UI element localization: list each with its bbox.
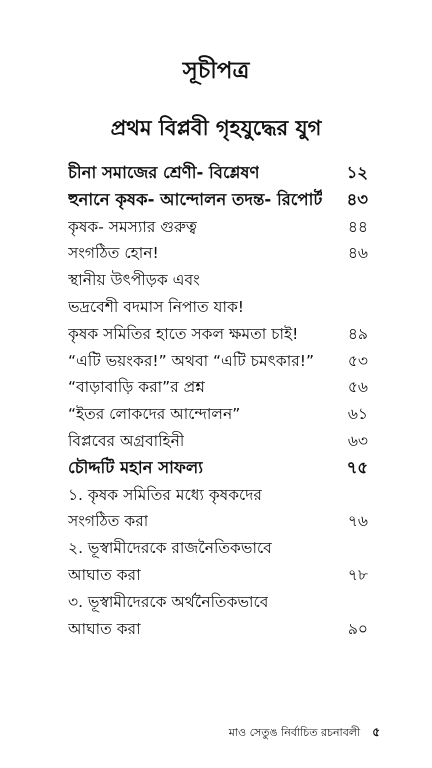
toc-entry-text: ভদ্রবেশী বদমাস নিপাত যাক! [68, 297, 245, 316]
toc-entry-text: চৌদ্দটি মহান সাফল্য [68, 457, 204, 477]
toc-entry [68, 589, 368, 616]
toc-entry-text: “ইতর লোকদের আন্দোলন” [68, 405, 241, 424]
toc-entry [68, 401, 368, 428]
toc-entry-text: “এটি ভয়ংকর!” অথবা “এটি চমৎকার!” [68, 351, 315, 370]
toc-entry-text: কৃষক সমিতির হাতে সকল ক্ষমতা চাই! [68, 324, 299, 343]
toc-entry-page: ৪৩ [346, 189, 368, 209]
page-footer [0, 724, 380, 744]
toc-entry-page: ৬১ [347, 405, 368, 424]
page-title: সূচীপত্র [182, 58, 250, 84]
toc-entry-page: ৪৯ [347, 324, 368, 343]
toc-entry [68, 374, 368, 401]
toc-entry-page: ৬৩ [347, 431, 368, 450]
toc-list [68, 160, 368, 642]
toc-entry-page: ৪৪ [347, 217, 368, 236]
toc-entry-text: ১. কৃষক সমিতির মধ্যে কৃষকদের [68, 485, 262, 504]
toc-entry [68, 214, 368, 241]
toc-entry [68, 428, 368, 455]
toc-entry-text: ৩. ভূস্বামীদেরকে অর্থনৈতিকভাবে [68, 592, 269, 611]
section-title: প্রথম বিপ্লবী গৃহযুদ্ধের যুগ [110, 116, 322, 140]
toc-entry-text: সংগঠিত করা [68, 512, 149, 531]
toc-entry-text: আঘাত করা [68, 619, 141, 638]
toc-entry [68, 616, 368, 643]
toc-entry [68, 160, 368, 187]
toc-entry-text: হুনানে কৃষক- আন্দোলন তদন্ত- রিপোর্ট [68, 189, 323, 209]
toc-entry [68, 562, 368, 589]
toc-entry-page: ১২ [346, 163, 368, 182]
toc-entry-text: “বাড়াবাড়ি করা”র প্রশ্ন [68, 378, 205, 397]
toc-entry [68, 294, 368, 321]
toc-entry-page: ৯০ [347, 619, 368, 638]
toc-entry-text: সংগঠিত হোন! [68, 244, 159, 263]
toc-entry-page: ৫৬ [347, 378, 368, 397]
toc-entry-page: ৭৮ [347, 565, 368, 584]
footer-book-title: মাও সেতুঙ নির্বাচিত রচনাবলী [228, 726, 361, 739]
toc-entry-page: ৭৫ [346, 457, 368, 477]
toc-entry-text: বিপ্লবের অগ্রবাহিনী [68, 431, 185, 450]
toc-entry-text: ২. ভূস্বামীদেরকে রাজনৈতিকভাবে [68, 539, 272, 558]
toc-entry [68, 455, 368, 482]
toc-entry [68, 187, 368, 214]
footer-page-number: ৫ [372, 725, 380, 739]
toc-entry-page: ৫৩ [347, 351, 368, 370]
toc-entry-text: চীনা সমাজের শ্রেণী- বিশ্লেষণ [68, 163, 260, 182]
toc-entry [68, 535, 368, 562]
toc-entry [68, 267, 368, 294]
toc-entry [68, 348, 368, 375]
toc-entry-text: স্থানীয় উৎপীড়ক এবং [68, 271, 200, 290]
toc-entry [68, 482, 368, 509]
toc-entry-page: ৪৬ [347, 244, 368, 263]
toc-entry [68, 321, 368, 348]
toc-entry-text: আঘাত করা [68, 565, 141, 584]
toc-entry-page: ৭৬ [347, 512, 368, 531]
toc-entry [68, 240, 368, 267]
toc-entry-text: কৃষক- সমস্যার গুরুত্ব [68, 217, 197, 236]
toc-entry [68, 508, 368, 535]
